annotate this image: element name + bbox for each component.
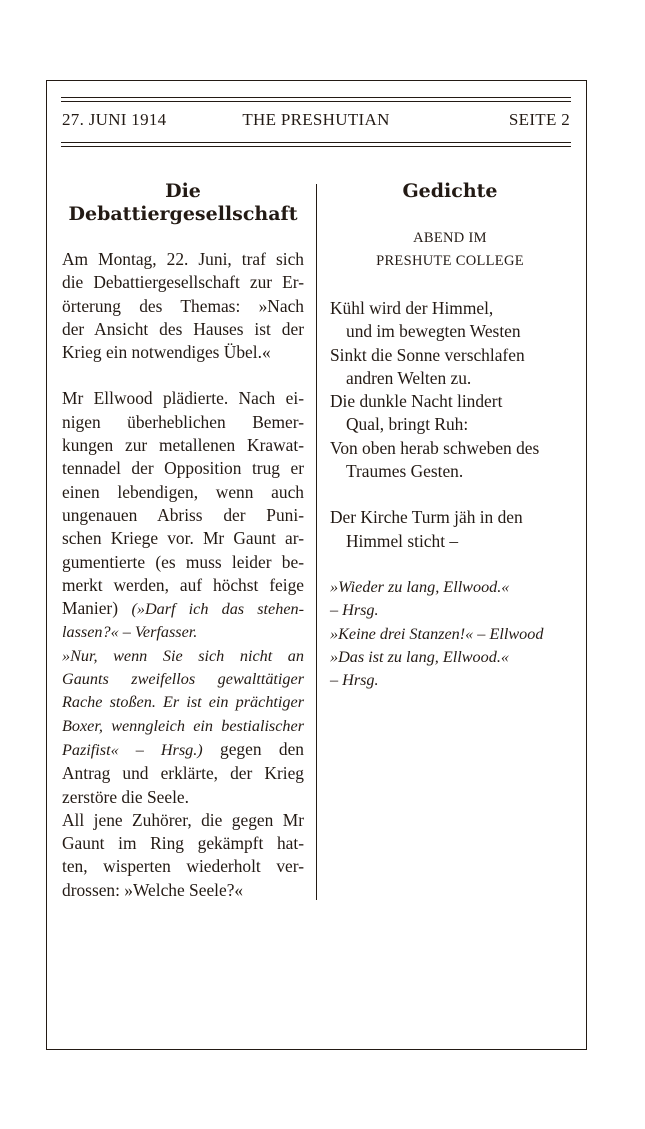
- article-headline: Die Debattiergesellschaft: [68, 180, 298, 225]
- newspaper-title: THE PRESHUTIAN: [242, 110, 390, 129]
- top-rule-1: [61, 97, 571, 98]
- poem-stanza-2: Der Kirche Turm jäh in den Himmel sticht –: [330, 507, 523, 551]
- article-paragraph-2: Mr Ellwood plädierte. Nach ei- nigen überheblichen Bemer- kungen zur metallenen Krawat- tennadel der Opposition trug er einen lebendigen, wenn auch ungenauen Abriss der Puni- schen Kriege vor. Mr Gaunt ar- gumentierte (es muss leider be- merkt werden, auf höchst feige Manier) (»Darf ich das stehen- lassen?« – Verfasser. »Nur, wenn Sie sich nicht an Gaunts zweifellos gewalttätiger Rache stoßen. Er ist ein prächtiger Boxer, wenngleich ein bestialischer Pazifist« – Hrsg.) gegen den Antrag und erklärte, der Krieg zerstöre die Seele.: [62, 388, 304, 807]
- article-paragraph-1: Am Montag, 22. Juni, traf sich die Debattiergesellschaft zur Er- örterung des Themas: »Nach der Ansicht des Hauses ist der Krieg ein notwendiges Übel.«: [62, 249, 304, 363]
- manier-line: Manier) (»Darf ich das stehen-: [62, 598, 304, 619]
- column-divider: [316, 184, 317, 900]
- article-paragraph-3: All jene Zuhörer, die gegen Mr Gaunt im Ring gekämpft hat- ten, wisperten wiederholt ver- drossen: »Welche Seele?«: [62, 809, 304, 900]
- pazifist-line: Pazifist« – Hrsg.) gegen den: [62, 738, 304, 759]
- poems-column: [330, 180, 570, 692]
- masthead-rule-2: [61, 146, 571, 147]
- poems-headline: Gedichte: [402, 180, 498, 202]
- article-column: [62, 180, 304, 902]
- top-rule-2: [61, 101, 571, 102]
- poem-stanza-1: Kühl wird der Himmel, und im bewegten Westen Sinkt die Sonne verschlafen andren Welten zu. Die dunkle Nacht lindert Qual, bringt Ruh: Von oben herab schweben des Traumes Gesten.: [330, 298, 540, 482]
- poem-subhead: ABEND IM PRESHUTE COLLEGE: [376, 230, 524, 269]
- editor-notes: »Wieder zu lang, Ellwood.« – Hrsg. »Keine drei Stanzen!« – Ellwood »Das ist zu lang, Ellwood.« – Hrsg.: [330, 577, 544, 690]
- issue-date: 27. JUNI 1914: [62, 110, 167, 129]
- masthead-rule-1: [61, 142, 571, 143]
- page-number: SEITE 2: [508, 110, 570, 129]
- masthead: [62, 110, 570, 134]
